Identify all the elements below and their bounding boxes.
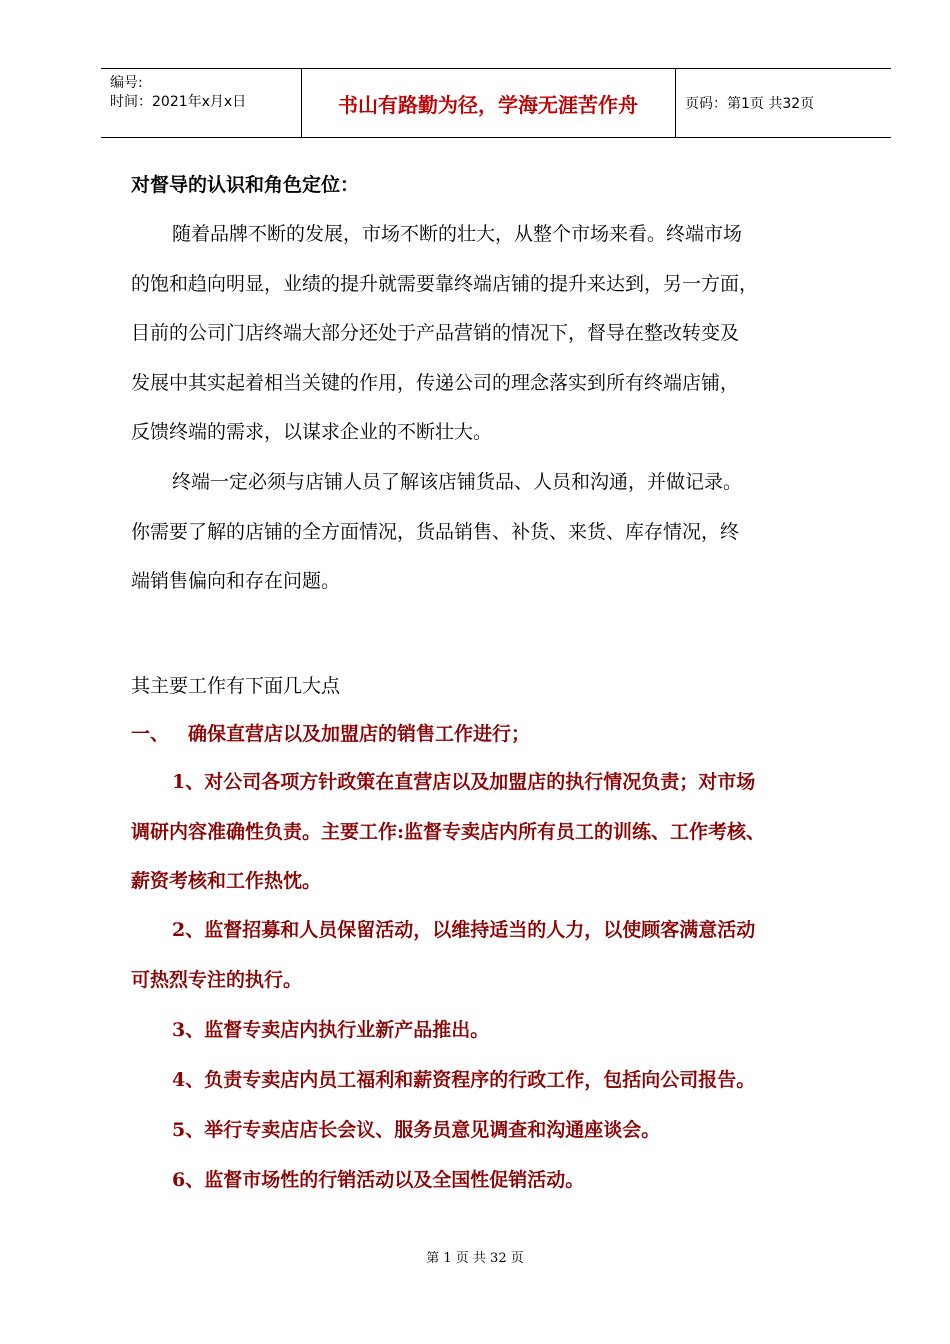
section-1-number: 一、 [131, 723, 170, 745]
paragraph-line: 随着品牌不断的发展，市场不断的壮大，从整个市场来看。终端市场 [172, 223, 743, 245]
list-item-line: 5、举行专卖店店长会议、服务员意见调查和沟通座谈会。 [172, 1119, 661, 1141]
list-item [131, 1106, 877, 1156]
main-points-intro: 其主要工作有下面几大点 [131, 675, 341, 697]
paragraph-line: 的饱和趋向明显，业绩的提升就需要靠终端店铺的提升来达到，另一方面， [131, 272, 759, 295]
page-code: 页码：第1页 共32页 [685, 96, 815, 112]
list-item [131, 906, 877, 1005]
list-item-line: 薪资考核和工作热忱。 [131, 870, 322, 892]
header-page-cell [676, 69, 891, 137]
page-header [101, 68, 891, 138]
list-item-line: 可热烈专注的执行。 [131, 968, 303, 991]
list-item-line: 1、对公司各项方针政策在直营店以及加盟店的执行情况负责；对市场 [172, 771, 756, 793]
paragraph-2 [131, 458, 877, 607]
paragraph-line: 目前的公司门店终端大部分还处于产品营销的情况下，督导在整改转变及 [131, 322, 740, 344]
page-footer: 第 1 页 共 32 页 [426, 1251, 524, 1266]
header-meta-cell [101, 69, 302, 137]
list-item-line: 调研内容准确性负责。主要工作:监督专卖店内所有员工的训练、工作考核、 [131, 820, 766, 843]
section-1-heading [131, 719, 530, 746]
list-item [131, 758, 877, 907]
paragraph-line: 发展中其实起着相当关键的作用，传递公司的理念落实到所有终端店铺， [131, 371, 740, 394]
number-label: 编号: [110, 75, 143, 91]
list-item-line: 3、监督专卖店内执行业新产品推出。 [172, 1019, 490, 1041]
list-item [131, 1006, 877, 1056]
header-slogan-cell [301, 69, 676, 137]
paragraph-1 [131, 210, 877, 458]
paragraph-line: 终端一定必须与店铺人员了解该店铺货品、人员和沟通，并做记录。 [172, 471, 743, 493]
list-item-line: 6、监督市场性的行销活动以及全国性促销活动。 [172, 1169, 585, 1191]
paragraph-line: 反馈终端的需求，以谋求企业的不断壮大。 [131, 421, 493, 443]
section-1-heading-text: 确保直营店以及加盟店的销售工作进行； [188, 723, 531, 745]
time-label: 时间：2021年x月x日 [110, 94, 247, 110]
list-item [131, 1056, 877, 1106]
slogan: 书山有路勤为径，学海无涯苦作舟 [338, 93, 638, 117]
list-item-line: 2、监督招募和人员保留活动，以维持适当的人力，以使顾客满意活动 [172, 919, 756, 941]
paragraph-line: 端销售偏向和存在问题。 [131, 570, 341, 592]
section-title: 对督导的认识和角色定位： [131, 174, 360, 196]
paragraph-line: 你需要了解的店铺的全方面情况，货品销售、补货、来货、库存情况，终 [131, 520, 740, 543]
list-item-line: 4、负责专卖店内员工福利和薪资程序的行政工作，包括向公司报告。 [172, 1069, 756, 1091]
list-item [131, 1156, 877, 1206]
